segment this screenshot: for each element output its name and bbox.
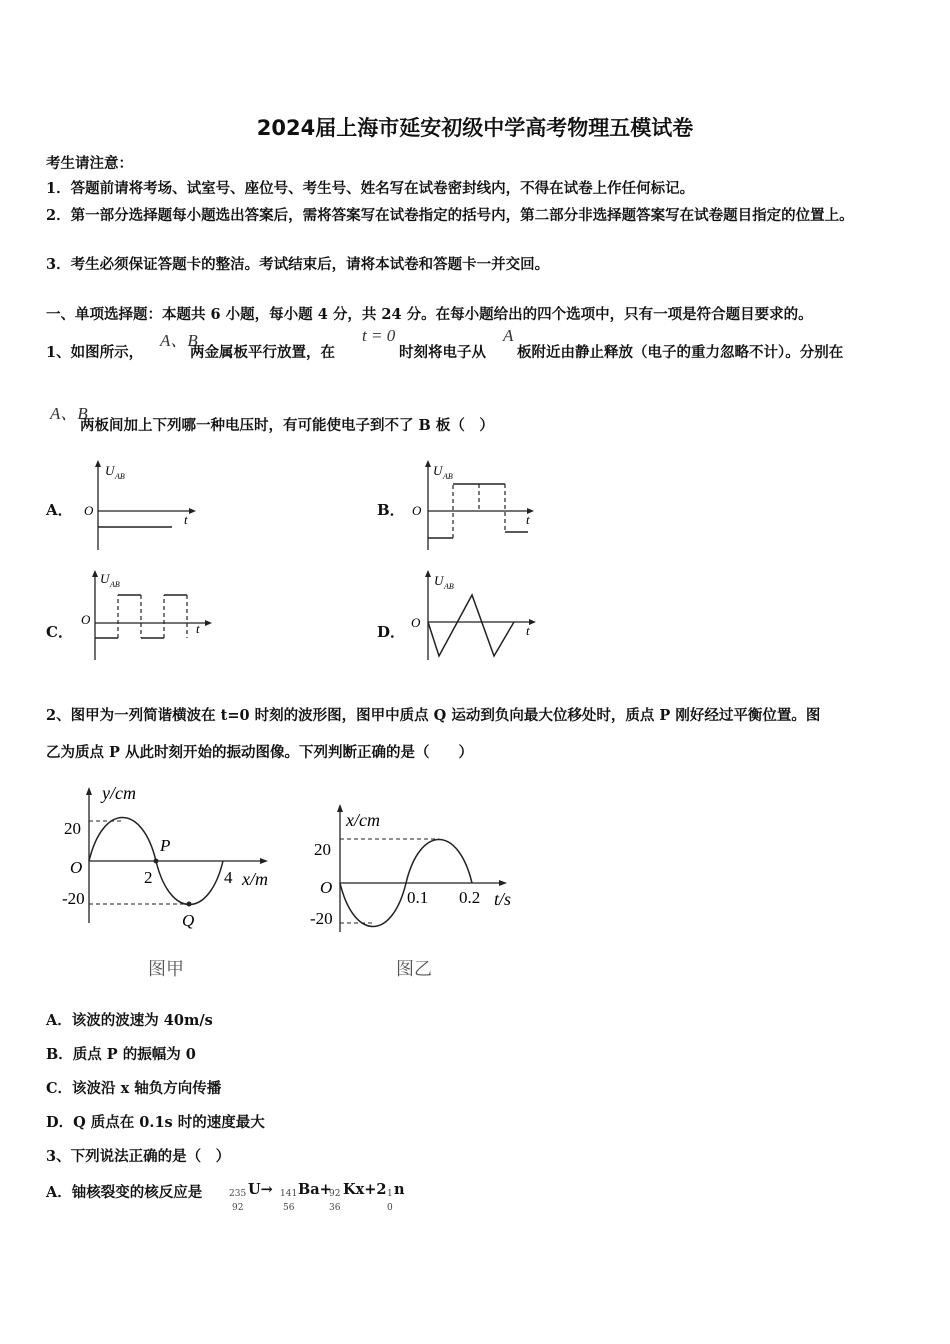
q1-t0: t = 0 [362, 326, 396, 345]
q1-option-b: B． [377, 501, 405, 519]
q2-figure-yi [308, 800, 523, 985]
fig-yi-xlabel: t/s [494, 889, 512, 909]
graph-d-origin: O [411, 615, 421, 630]
q1-option-c: C． [46, 623, 73, 641]
fig-yi-x-tick-0-1: 0.1 [407, 888, 429, 907]
ba-mass-number: 141 [280, 1189, 298, 1199]
u-atomic-number: 92 [232, 1203, 244, 1213]
q2-line-2: 乙为质点 P 从此时刻开始的振动图像。下列判断正确的是（ ） [46, 744, 473, 761]
fig-jia-q-label: Q [182, 911, 195, 930]
page-title: 2024届上海市延安初级中学高考物理五模试卷 [256, 116, 694, 140]
q1-graph-a [78, 458, 198, 553]
fig-jia-x-tick-2: 2 [144, 868, 153, 887]
fig-jia-origin: O [70, 858, 83, 877]
notice-heading: 考生请注意： [46, 155, 133, 172]
q1-graph-b [408, 458, 536, 553]
kr-atomic-number: 36 [329, 1203, 341, 1213]
fig-yi-y-pos: 20 [314, 840, 331, 859]
fig-yi-origin: O [320, 878, 333, 897]
u-symbol: U→ [248, 1181, 273, 1198]
fig-yi-y-neg: -20 [310, 909, 333, 928]
q1-ab-2: A、B [50, 404, 88, 423]
q1-text-2: 时刻将电子从 [399, 344, 486, 361]
fig-jia-y-neg: -20 [62, 889, 85, 908]
n-symbol: n [394, 1181, 405, 1198]
graph-d-u-label: U [434, 573, 444, 588]
fig-jia-y-pos: 20 [64, 819, 81, 838]
fig-jia-p-label: P [160, 836, 171, 855]
graph-d-u-sub: AB [444, 582, 454, 591]
graph-a-origin: O [84, 503, 94, 518]
q2-figure-jia [58, 783, 283, 983]
q1-text-1: 两金属板平行放置，在 [190, 344, 335, 361]
graph-a-t: t [184, 512, 188, 527]
q1-graph-c [78, 568, 213, 663]
graph-b-u-label: U [433, 463, 443, 478]
q1-text-3: 板附近由静止释放（电子的重力忽略不计）。分别在 [517, 344, 844, 361]
fig-jia-xlabel: x/m [242, 869, 268, 889]
fig-jia-x-tick-4: 4 [224, 868, 233, 887]
q2-line-1: 2、图甲为一列简谐横波在 t=0 时刻的波形图，图甲中质点 Q 运动到负向最大位移处时，质点 P 刚好经过平衡位置。图 [46, 707, 821, 724]
q1-option-a: A． [46, 501, 73, 519]
graph-b-u-sub: AB [443, 472, 453, 481]
graph-d-t: t [526, 623, 530, 638]
section-heading: 一、单项选择题：本题共 6 小题，每小题 4 分，共 24 分。在每小题给出的四个选项中，只有一项是符合题目要求的。 [46, 306, 813, 323]
q2-option-b: B．质点 P 的振幅为 0 [46, 1046, 196, 1063]
kr-symbol: Kx+2 [343, 1181, 387, 1198]
graph-c-t: t [196, 621, 200, 636]
fig-jia-caption: 图甲 [148, 959, 184, 980]
graph-b-t: t [526, 512, 530, 527]
notice-item-1: 1．答题前请将考场、试室号、座位号、考生号、姓名写在试卷密封线内，不得在试卷上作任何标记。 [46, 180, 695, 197]
fig-yi-caption: 图乙 [396, 959, 432, 980]
graph-c-u-label: U [100, 571, 110, 586]
ba-symbol: Ba+ [298, 1181, 332, 1198]
q3-option-a-prefix: A．铀核裂变的核反应是 [46, 1184, 203, 1201]
n-mass-number: 1 [387, 1189, 393, 1199]
fig-yi-x-tick-0-2: 0.2 [459, 888, 481, 907]
graph-c-origin: O [81, 612, 91, 627]
graph-c-u-sub: AB [110, 580, 120, 589]
graph-a-u-sub: AB [115, 472, 125, 481]
n-atomic-number: 0 [387, 1203, 393, 1213]
q2-option-a: A．该波的波速为 40m/s [46, 1012, 213, 1029]
ba-atomic-number: 56 [283, 1203, 295, 1213]
kr-mass-number: 92 [329, 1189, 341, 1199]
fig-jia-ylabel: y/cm [102, 783, 136, 803]
u-mass-number: 235 [229, 1189, 247, 1199]
q2-option-d: D．Q 质点在 0.1s 时的速度最大 [46, 1114, 265, 1131]
q1-graph-d [408, 568, 538, 663]
q2-option-c: C．该波沿 x 轴负方向传播 [46, 1080, 222, 1097]
q1-ab: A、B [160, 331, 198, 350]
q3-stem: 3、下列说法正确的是（ ） [46, 1148, 231, 1165]
graph-b-origin: O [412, 503, 422, 518]
q1-option-d: D． [377, 623, 406, 641]
notice-item-2: 2．第一部分选择题每小题选出答案后，需将答案写在试卷指定的括号内，第二部分非选择题答案写在试卷题目指定的位置上。 [46, 207, 854, 224]
fig-yi-ylabel: x/cm [346, 810, 380, 830]
q1-line-2: 两板间加上下列哪一种电压时，有可能使电子到不了 B 板（ ） [80, 417, 494, 434]
q1-a: A [503, 326, 514, 345]
notice-item-3: 3．考生必须保证答题卡的整洁。考试结束后，请将本试卷和答题卡一并交回。 [46, 256, 550, 273]
q1-prefix: 1、如图所示， [46, 344, 144, 361]
graph-a-u-label: U [105, 463, 115, 478]
